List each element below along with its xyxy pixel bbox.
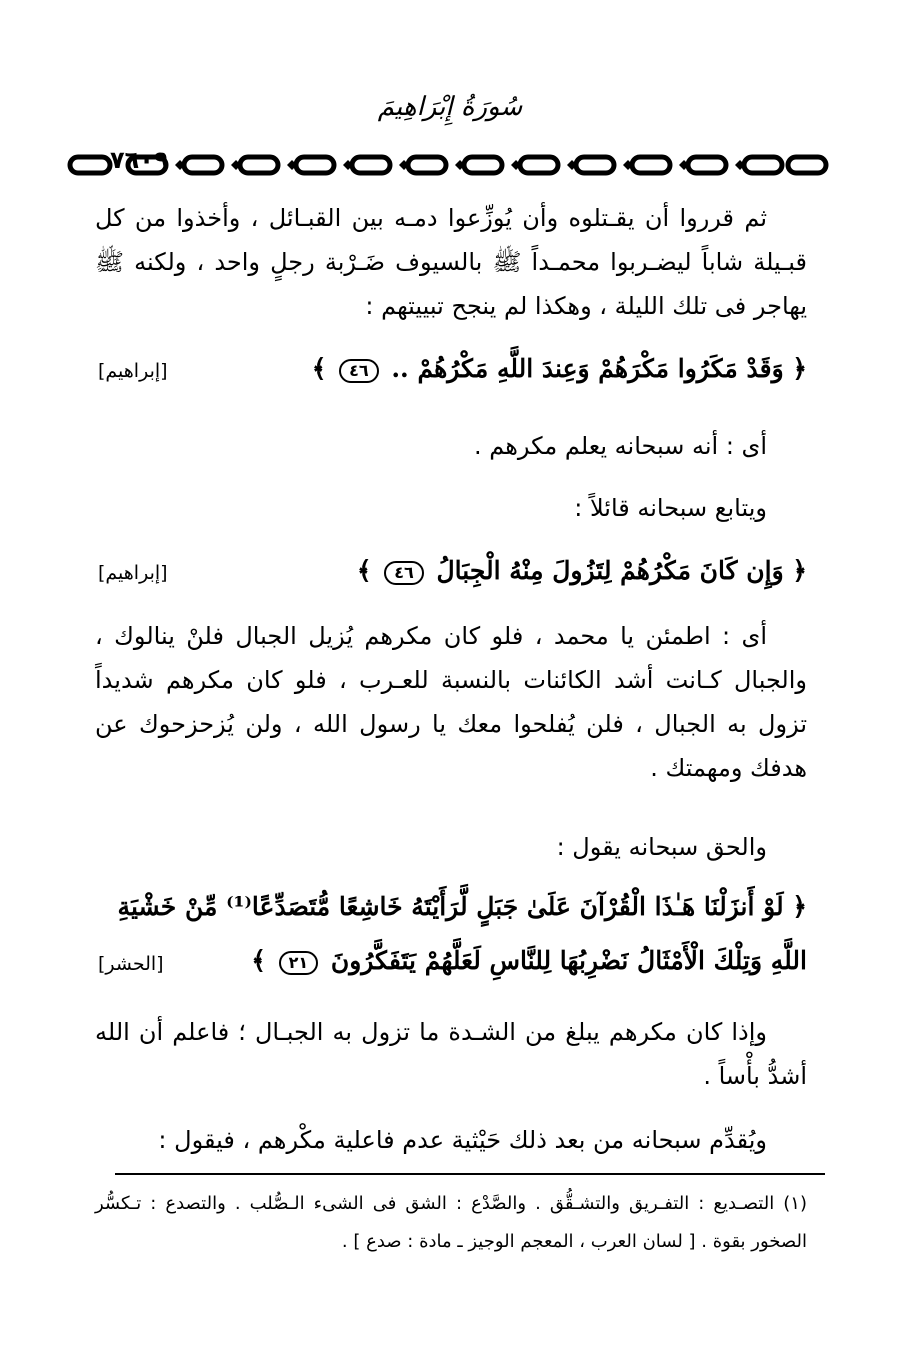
ayah-number-badge: ٢١ bbox=[279, 951, 319, 975]
paragraph-explanation-2 bbox=[95, 614, 807, 790]
paragraph-transition bbox=[95, 1118, 807, 1162]
verse-line-1: ﴿ لَوْ أَنزَلْنَا هَـٰذَا الْقُرْآنَ عَلَىٰ جَبَلٍ لَّرَأَيْتَهُ خَاشِعًا مُّتَصَدِّعًا⁽¹⁾ مِّنْ خَشْيَةِ bbox=[117, 892, 807, 921]
verse-ibrahim-46-a bbox=[95, 342, 807, 396]
verse-line-2 bbox=[95, 934, 807, 988]
footnote: (١) التصـديع : التفـريق والتشـقُّق . والصَّدْع : الشق فى الشىء الـصُّلب . والتصدع : تـكسُّر الصخور بقوة . [ لسان العرب ، المعجم الوجيز ـ مادة : صدع ] . bbox=[95, 1193, 807, 1252]
header-ornament-rule bbox=[66, 151, 829, 179]
paragraph-text: والحق سبحانه يقول : bbox=[556, 833, 767, 861]
paragraph-continuation bbox=[95, 486, 807, 530]
paragraph-conclusion bbox=[95, 1010, 807, 1098]
footnote-divider bbox=[115, 1173, 825, 1175]
paragraph-text: وإذا كان مكرهم يبلغ من الشـدة ما تزول به الجبـال ؛ فاعلم أن الله أشدُّ بأْساً . bbox=[95, 1018, 807, 1090]
paragraph-text: ويتابع سبحانه قائلاً : bbox=[574, 494, 767, 522]
verse-text: اللَّهِ وَتِلْكَ الْأَمْثَالُ نَضْرِبُهَا لِلنَّاسِ لَعَلَّهُمْ يَتَفَكَّرُونَ bbox=[330, 946, 807, 975]
paragraph-text: أى : اطمئن يا محمد ، فلو كان مكرهم يُزيل الجبال فلنْ ينالوك ، والجبال كـانت أشد الكائنات بالنسبة للعـرب ، فلو كان مكرهم شديداً تزول به الجبال ، فلن يُفلحوا معك يا رسول الله ، ولن يُزحزحوك عن هدفك ومهمتك . bbox=[95, 622, 807, 782]
verse-text: ﴿ وَقَدْ مَكَرُوا مَكْرَهُمْ وَعِندَ اللَّهِ مَكْرُهُمْ .. bbox=[391, 354, 807, 383]
ayah-number-badge: ٤٦ bbox=[339, 359, 379, 383]
paragraph-text: ثم قرروا أن يقـتلوه وأن يُوزِّعوا دمـه بين القبـائل ، وأخذوا من كل قبـيلة شاباً ليضـربوا محمـداً ﷺ بالسيوف ضَـرْبة رجلٍ واحد ، ولكنه ﷺ يهاجر فى تلك الليلة ، وهكذا لم ينجح تبييتهم : bbox=[95, 204, 807, 320]
verse-close-bracket: ﴾ bbox=[311, 354, 327, 383]
paragraph-intro bbox=[95, 196, 807, 328]
paragraph-text: ويُقدِّم سبحانه من بعد ذلك حَيْثية عدم فاعلية مكْرهم ، فيقول : bbox=[158, 1126, 767, 1154]
verse-reference: [إبراهيم] bbox=[98, 562, 168, 584]
surah-title: سُورَةُ إِبْرَاهِيمَ bbox=[377, 92, 523, 122]
verse-reference: [الحشر] bbox=[98, 953, 164, 975]
verse-ibrahim-46-b bbox=[95, 544, 807, 598]
paragraph-explanation-1 bbox=[95, 424, 807, 468]
paragraph-text: أى : أنه سبحانه يعلم مكرهم . bbox=[473, 432, 767, 460]
verse-reference: [إبراهيم] bbox=[98, 360, 168, 382]
ayah-number-badge: ٤٦ bbox=[384, 561, 424, 585]
paragraph-intro-2 bbox=[95, 825, 807, 869]
verse-close-bracket: ﴾ bbox=[356, 556, 372, 585]
verse-hashr-21 bbox=[95, 880, 807, 988]
page-number: ٧٦٠٩ bbox=[110, 146, 169, 174]
verse-close-bracket: ﴾ bbox=[251, 946, 266, 975]
verse-text: ﴿ وَإِن كَانَ مَكْرُهُمْ لِتَزُولَ مِنْهُ الْجِبَالُ bbox=[436, 556, 807, 585]
